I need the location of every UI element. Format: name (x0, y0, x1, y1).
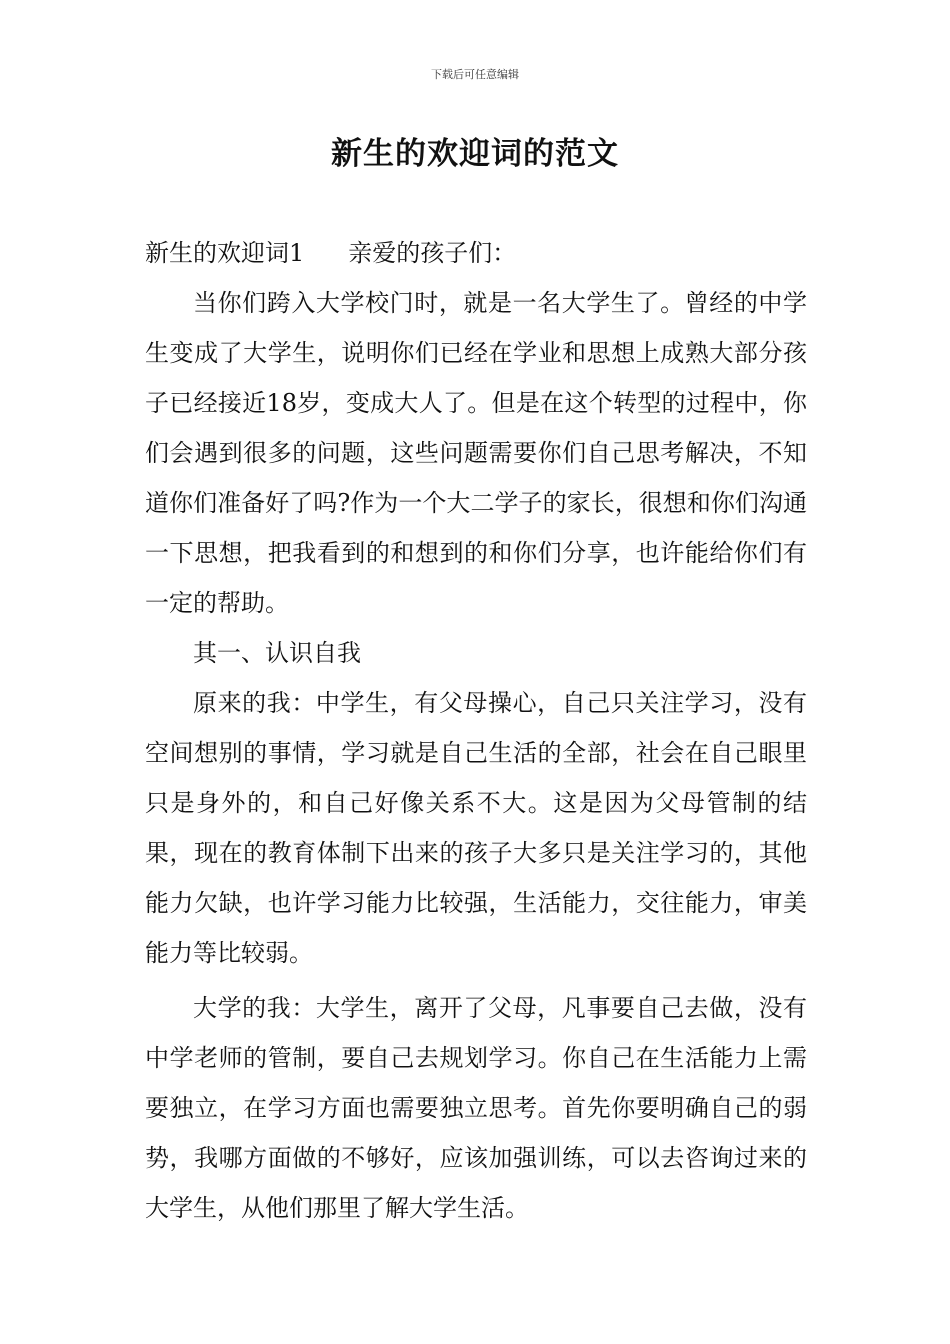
document-title: 新生的欢迎词的范文 (331, 136, 619, 172)
paragraph-2: 原来的我：中学生，有父母操心，自己只关注学习，没有空间想别的事情，学习就是自己生活的全部，社会在自己眼里只是身外的，和自己好像关系不大。这是因为父母管制的结果，现在的教育体制下出来的孩子大多只是关注学习的，其他能力欠缺，也许学习能力比较强，生活能力，交往能力，审美能力等比较弱。 (145, 689, 807, 967)
paragraph-3: 大学的我：大学生，离开了父母，凡事要自己去做，没有中学老师的管制，要自己去规划学习。你自己在生活能力上需要独立，在学习方面也需要独立思考。首先你要明确自己的弱势，我哪方面做的不够好，应该加强训练，可以去咨询过来的大学生，从他们那里了解大学生活。 (145, 994, 807, 1222)
header-note: 下载后可任意编辑 (431, 68, 519, 81)
intro-heading: 新生的欢迎词1 (145, 239, 305, 267)
section-heading: 其一、认识自我 (193, 639, 361, 667)
paragraph-1: 当你们跨入大学校门时，就是一名大学生了。曾经的中学生变成了大学生，说明你们已经在学业和思想上成熟大部分孩子已经接近18岁，变成大人了。但是在这个转型的过程中，你们会遇到很多的问题，这些问题需要你们自己思考解决，不知道你们准备好了吗?作为一个大二学子的家长，很想和你们沟通一下思想，把我看到的和想到的和你们分享，也许能给你们有一定的帮助。 (145, 289, 807, 617)
document-body (145, 228, 807, 1233)
intro-line (145, 228, 807, 278)
intro-greeting: 亲爱的孩子们： (348, 239, 517, 267)
